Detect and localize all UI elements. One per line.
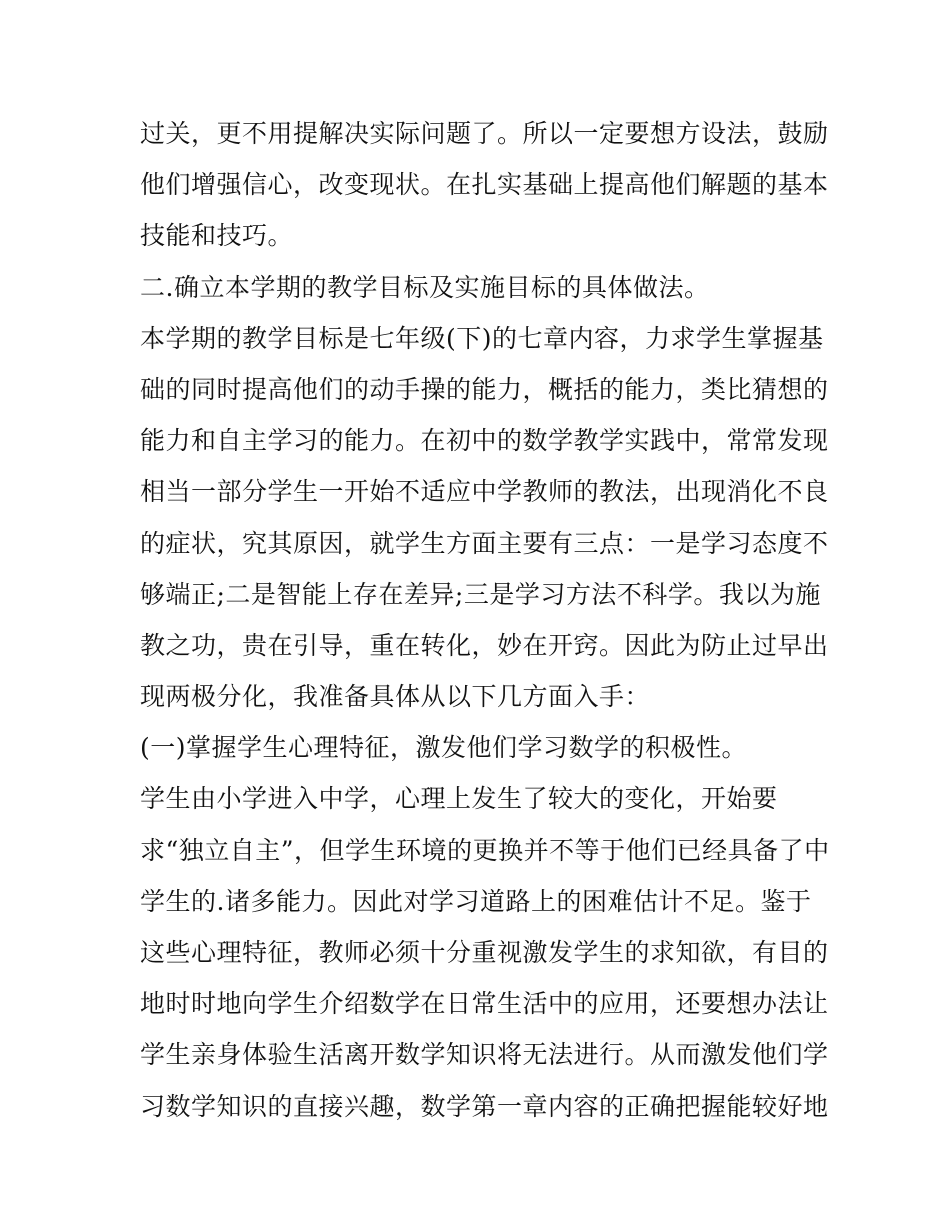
- text-line: 相当一部分学生一开始不适应中学教师的教法，出现消化不良: [140, 477, 829, 507]
- body-text: [140, 108, 830, 1132]
- text-line: 础的同时提高他们的动手操的能力，概括的能力，类比猜想的: [140, 374, 829, 404]
- text-line: 过关，更不用提解决实际问题了。所以一定要想方设法，鼓励: [140, 119, 829, 148]
- text-line: 习数学知识的直接兴趣，数学第一章内容的正确把握能较好地: [140, 1091, 829, 1121]
- text-line: 求“独立自主”，但学生环境的更换并不等于他们已经具备了中: [140, 835, 830, 865]
- text-line: 现两极分化，我准备具体从以下几方面入手：: [140, 682, 651, 712]
- text-line: 他们增强信心，改变现状。在扎实基础上提高他们解题的基本: [140, 170, 829, 200]
- subsection-heading: (一)掌握学生心理特征，激发他们学习数学的积极性。: [140, 733, 748, 763]
- text-line: 的症状，究其原因，就学生方面主要有三点：一是学习态度不: [140, 528, 829, 558]
- text-line: 技能和技巧。: [140, 221, 294, 251]
- text-line: 够端正;二是智能上存在差异;三是学习方法不科学。我以为施: [140, 579, 821, 609]
- text-line: 本学期的教学目标是七年级(下)的七章内容，力求学生掌握基: [140, 323, 824, 353]
- section-heading: 二.确立本学期的教学目标及实施目标的具体做法。: [140, 272, 710, 302]
- text-line: 学生亲身体验生活离开数学知识将无法进行。从而激发他们学: [140, 1040, 829, 1070]
- text-line: 这些心理特征，教师必须十分重视激发学生的求知欲，有目的: [140, 938, 829, 967]
- text-line: 教之功，贵在引导，重在转化，妙在开窍。因此为防止过早出: [140, 630, 829, 660]
- text-line: 学生的.诸多能力。因此对学习道路上的困难估计不足。鉴于: [140, 886, 812, 916]
- text-line: 能力和自主学习的能力。在初中的数学教学实践中，常常发现: [140, 426, 829, 456]
- text-line: 学生由小学进入中学，心理上发生了较大的变化，开始要: [140, 784, 778, 814]
- text-line: 地时时地向学生介绍数学在日常生活中的应用，还要想办法让: [140, 989, 829, 1019]
